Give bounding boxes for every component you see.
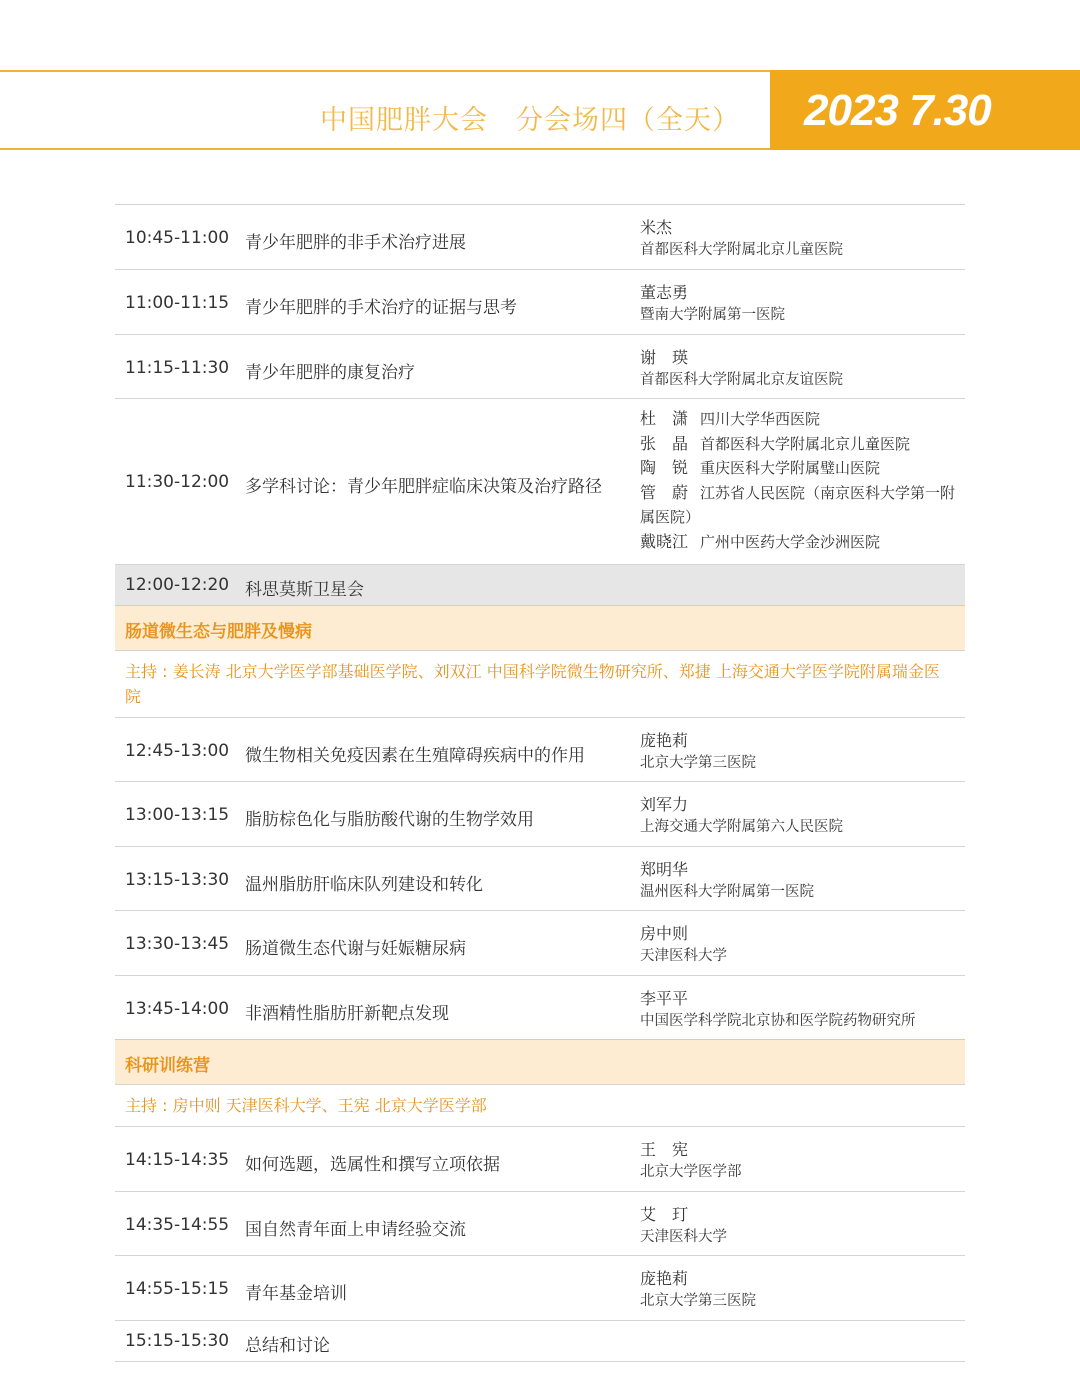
page-header bbox=[0, 70, 1080, 152]
session-time: 13:00-13:15 bbox=[125, 805, 230, 825]
speaker-name: 房中则 bbox=[640, 924, 689, 943]
speaker-block bbox=[640, 1204, 960, 1248]
date-badge bbox=[770, 70, 1080, 150]
table-row bbox=[115, 975, 965, 1039]
table-row bbox=[115, 1320, 965, 1362]
session-time: 14:35-14:55 bbox=[125, 1215, 230, 1235]
session-topic: 温州脂肪肝临床队列建设和转化 bbox=[245, 875, 483, 895]
speaker-institution: 首都医科大学附属北京儿童医院 bbox=[640, 242, 843, 258]
speaker-institution: 上海交通大学附属第六人民医院 bbox=[640, 819, 843, 835]
panelist-institution: 重庆医科大学附属璧山医院 bbox=[700, 459, 881, 477]
table-row bbox=[115, 204, 965, 269]
speaker-institution: 天津医科大学 bbox=[640, 1229, 727, 1245]
session-time: 13:30-13:45 bbox=[125, 934, 230, 954]
section-title: 科研训练营 bbox=[125, 1056, 210, 1076]
session-topic: 青少年肥胖的手术治疗的证据与思考 bbox=[245, 298, 517, 318]
speaker-institution: 北京大学第三医院 bbox=[640, 755, 756, 771]
speaker-name: 郑明华 bbox=[640, 860, 689, 879]
table-row bbox=[115, 781, 965, 846]
session-time: 14:55-15:15 bbox=[125, 1279, 230, 1299]
table-row bbox=[115, 398, 965, 564]
session-time: 13:45-14:00 bbox=[125, 999, 230, 1019]
panelist-institution: 首都医科大学附属北京儿童医院 bbox=[700, 434, 911, 453]
session-topic: 国自然青年面上申请经验交流 bbox=[245, 1220, 466, 1240]
speaker-block bbox=[640, 217, 960, 261]
speaker-block bbox=[640, 1268, 960, 1312]
speaker-institution: 北京大学第三医院 bbox=[640, 1293, 756, 1309]
table-row-satellite bbox=[115, 564, 965, 605]
session-topic: 如何选题，选属性和撰写立项依据 bbox=[245, 1155, 500, 1175]
table-row bbox=[115, 717, 965, 781]
session-time: 12:00-12:20 bbox=[125, 575, 230, 595]
panel-discussants bbox=[640, 407, 960, 554]
session-time: 10:45-11:00 bbox=[125, 228, 230, 248]
speaker-block bbox=[640, 347, 960, 391]
panelist-institution: 广州中医药大学金沙洲医院 bbox=[700, 532, 881, 551]
session-topic: 青少年肥胖的康复治疗 bbox=[245, 363, 415, 383]
table-row bbox=[115, 910, 965, 975]
speaker-name: 李平平 bbox=[640, 989, 689, 1008]
panelist bbox=[640, 456, 960, 481]
speaker-name: 董志勇 bbox=[640, 283, 689, 302]
panelist-name: 戴晓江 bbox=[640, 531, 689, 551]
panelist bbox=[640, 481, 960, 530]
speaker-block bbox=[640, 282, 960, 326]
section-header bbox=[115, 605, 965, 650]
panelist-name: 管 蔚 bbox=[640, 482, 689, 502]
section-chair-row bbox=[115, 1084, 965, 1126]
speaker-block bbox=[640, 988, 960, 1032]
speaker-institution: 天津医科大学 bbox=[640, 948, 727, 964]
speaker-name: 谢 瑛 bbox=[640, 348, 689, 367]
session-time: 11:15-11:30 bbox=[125, 358, 230, 378]
panelist-institution: 四川大学华西医院 bbox=[700, 410, 821, 428]
session-topic: 科思莫斯卫星会 bbox=[245, 580, 364, 600]
session-time: 11:00-11:15 bbox=[125, 293, 230, 313]
session-topic: 青少年肥胖的非手术治疗进展 bbox=[245, 233, 466, 253]
speaker-institution: 暨南大学附属第一医院 bbox=[640, 307, 785, 323]
panelist bbox=[640, 530, 960, 555]
speaker-name: 庞艳莉 bbox=[640, 731, 689, 750]
session-topic: 肠道微生态代谢与妊娠糖尿病 bbox=[245, 939, 466, 959]
section-title: 肠道微生态与肥胖及慢病 bbox=[125, 622, 312, 642]
date-text: 2023 7.30 bbox=[804, 86, 991, 135]
session-topic: 多学科讨论：青少年肥胖症临床决策及治疗路径 bbox=[245, 477, 602, 497]
session-topic: 青年基金培训 bbox=[245, 1284, 347, 1304]
session-time: 12:45-13:00 bbox=[125, 741, 230, 761]
speaker-block bbox=[640, 923, 960, 967]
section-chair: 主持 : 房中则 天津医科大学、王宪 北京大学医学部 bbox=[125, 1096, 487, 1115]
speaker-name: 刘军力 bbox=[640, 795, 689, 814]
panelist bbox=[640, 432, 960, 457]
session-topic: 脂肪棕色化与脂肪酸代谢的生物学效用 bbox=[245, 810, 534, 830]
header-title: 中国肥胖大会 分会场四（全天） bbox=[320, 105, 740, 136]
session-topic: 非酒精性脂肪肝新靶点发现 bbox=[245, 1004, 449, 1024]
session-time: 11:30-12:00 bbox=[125, 472, 230, 492]
session-time: 13:15-13:30 bbox=[125, 870, 230, 890]
speaker-block bbox=[640, 730, 960, 774]
speaker-institution: 北京大学医学部 bbox=[640, 1164, 742, 1180]
speaker-institution: 首都医科大学附属北京友谊医院 bbox=[640, 372, 843, 388]
panelist-name: 陶 锐 bbox=[640, 458, 689, 477]
speaker-block bbox=[640, 1139, 960, 1183]
speaker-name: 艾 玎 bbox=[640, 1205, 689, 1224]
table-row bbox=[115, 269, 965, 334]
section-chair: 主持 : 姜长涛 北京大学医学部基础医学院、刘双江 中国科学院微生物研究所、郑捷 上海交通大学医学院附属瑞金医院 bbox=[125, 662, 940, 706]
schedule-table bbox=[115, 204, 965, 1362]
session-topic: 微生物相关免疫因素在生殖障碍疾病中的作用 bbox=[245, 746, 585, 766]
speaker-block bbox=[640, 794, 960, 838]
speaker-name: 王 宪 bbox=[640, 1140, 689, 1159]
session-time: 15:15-15:30 bbox=[125, 1331, 230, 1351]
speaker-block bbox=[640, 859, 960, 903]
table-row bbox=[115, 334, 965, 398]
section-chair-row bbox=[115, 650, 965, 717]
panelist-name: 张 晶 bbox=[640, 433, 689, 453]
table-row bbox=[115, 1255, 965, 1320]
session-topic: 总结和讨论 bbox=[245, 1336, 330, 1356]
speaker-name: 米杰 bbox=[640, 218, 673, 237]
session-time: 14:15-14:35 bbox=[125, 1150, 230, 1170]
table-row bbox=[115, 1126, 965, 1191]
speaker-institution: 中国医学科学院北京协和医学院药物研究所 bbox=[640, 1013, 916, 1029]
speaker-name: 庞艳莉 bbox=[640, 1269, 689, 1288]
speaker-institution: 温州医科大学附属第一医院 bbox=[640, 884, 814, 900]
table-row bbox=[115, 1191, 965, 1255]
panelist-institution: 江苏省人民医院（南京医科大学第一附属医院） bbox=[640, 483, 956, 526]
section-header bbox=[115, 1039, 965, 1084]
panelist-name: 杜 潇 bbox=[640, 409, 689, 428]
panelist bbox=[640, 407, 960, 432]
table-row bbox=[115, 846, 965, 910]
